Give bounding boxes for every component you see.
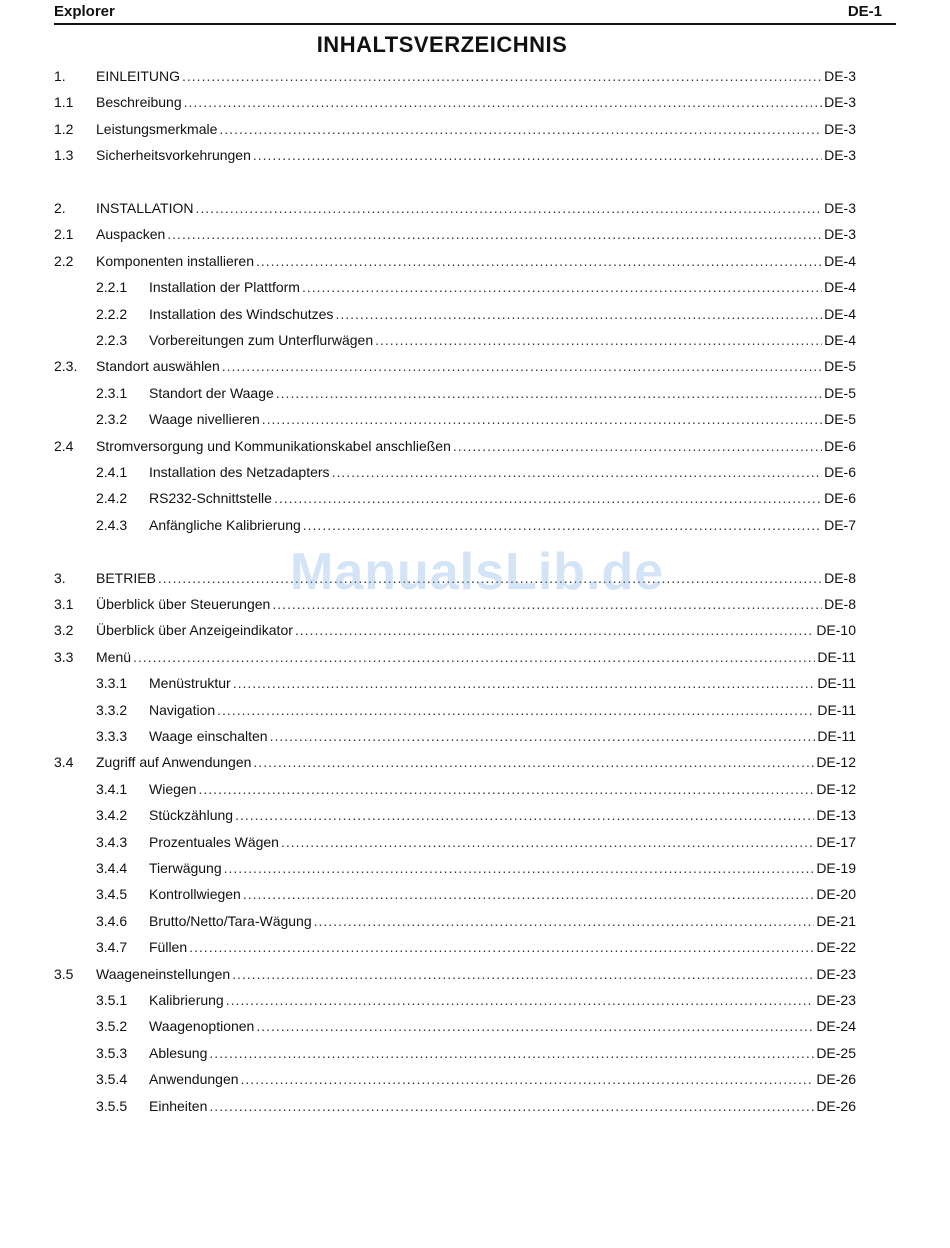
toc-entry[interactable]	[54, 675, 856, 695]
toc-leader-dots	[335, 306, 822, 322]
toc-entry[interactable]	[54, 306, 856, 326]
toc-entry-label: Sicherheitsvorkehrungen	[96, 147, 251, 163]
toc-leader-dots	[332, 464, 823, 480]
toc-entry-label: BETRIEB	[96, 570, 156, 586]
toc-entry-number: 2.1	[54, 226, 74, 242]
toc-entry[interactable]	[54, 121, 856, 141]
toc-entry-label: Wiegen	[149, 781, 197, 797]
toc-entry-page: DE-4	[824, 279, 856, 295]
toc-entry-number: 3.4.2	[96, 807, 128, 823]
toc-entry[interactable]	[54, 358, 856, 378]
toc-entry-page: DE-7	[824, 517, 856, 533]
toc-leader-dots	[233, 675, 816, 691]
toc-entry[interactable]	[54, 860, 856, 880]
toc-entry-number: 2.3.	[54, 358, 78, 374]
toc-entry[interactable]	[54, 939, 856, 959]
toc-entry-label: Installation des Netzadapters	[149, 464, 330, 480]
toc-entry-number: 3.5.1	[96, 992, 128, 1008]
toc-entry[interactable]	[54, 596, 856, 616]
toc-entry[interactable]	[54, 68, 856, 88]
toc-leader-dots	[189, 939, 814, 955]
toc-leader-dots	[219, 121, 822, 137]
toc-entry-page: DE-4	[824, 332, 856, 348]
toc-entry-number: 2.4.2	[96, 490, 128, 506]
toc-entry[interactable]	[54, 886, 856, 906]
toc-entry-number: 2.3.1	[96, 385, 128, 401]
toc-leader-dots	[272, 596, 822, 612]
toc-entry-number: 2.3.2	[96, 411, 128, 427]
toc-entry-number: 2.2.1	[96, 279, 128, 295]
toc-leader-dots	[453, 438, 822, 454]
toc-entry[interactable]	[54, 385, 856, 405]
toc-entry-label: Installation des Windschutzes	[149, 306, 334, 322]
toc-entry-number: 3.5.2	[96, 1018, 128, 1034]
toc-entry-page: DE-26	[816, 1098, 856, 1114]
toc-leader-dots	[232, 966, 814, 982]
toc-entry[interactable]	[54, 1071, 856, 1091]
toc-entry-page: DE-12	[816, 754, 856, 770]
toc-leader-dots	[222, 358, 822, 374]
toc-entry-label: EINLEITUNG	[96, 68, 181, 84]
toc-entry-page: DE-23	[816, 992, 856, 1008]
toc-entry-page: DE-12	[816, 781, 856, 797]
toc-entry[interactable]	[54, 702, 856, 722]
toc-leader-dots	[224, 860, 815, 876]
toc-entry[interactable]	[54, 253, 856, 273]
toc-entry-label: Anwendungen	[149, 1071, 239, 1087]
toc-leader-dots	[274, 490, 822, 506]
toc-leader-dots	[167, 226, 822, 242]
toc-entry-label: Kalibrierung	[149, 992, 224, 1008]
toc-entry-number: 3.4.3	[96, 834, 128, 850]
toc-leader-dots	[375, 332, 822, 348]
toc-entry-label: Brutto/Netto/Tara-Wägung	[149, 913, 312, 929]
toc-entry-page: DE-8	[824, 596, 856, 612]
toc-entry-page: DE-24	[816, 1018, 856, 1034]
toc-entry[interactable]	[54, 517, 856, 537]
toc-entry-label: Füllen	[149, 939, 188, 955]
toc-entry-number: 1.2	[54, 121, 74, 137]
toc-leader-dots	[182, 68, 822, 84]
toc-entry-label: Anfängliche Kalibrierung	[149, 517, 301, 533]
toc-leader-dots	[217, 702, 815, 718]
toc-leader-dots	[209, 1098, 814, 1114]
toc-entry-label: Überblick über Anzeigeindikator	[96, 622, 293, 638]
toc-leader-dots	[314, 913, 815, 929]
toc-entry-number: 3.3.3	[96, 728, 128, 744]
toc-leader-dots	[262, 411, 822, 427]
toc-entry-page: DE-5	[824, 385, 856, 401]
toc-entry-number: 3.4.6	[96, 913, 128, 929]
toc-leader-dots	[256, 253, 822, 269]
toc-entry-label: Tierwägung	[149, 860, 222, 876]
toc-entry-number: 3.4	[54, 754, 74, 770]
toc-entry-number: 3.5	[54, 966, 74, 982]
toc-entry-number: 1.	[54, 68, 66, 84]
watermark: ManualsLib.de	[290, 543, 665, 601]
toc-entry-page: DE-4	[824, 253, 856, 269]
toc-entry-page: DE-11	[817, 675, 856, 691]
toc-entry-label: Standort auswählen	[96, 358, 220, 374]
toc-entry-page: DE-20	[816, 886, 856, 902]
toc-leader-dots	[256, 1018, 814, 1034]
toc-leader-dots	[295, 622, 814, 638]
page-header	[54, 1, 896, 25]
toc-entry-label: Waage einschalten	[149, 728, 268, 744]
toc-entry-label: Waage nivellieren	[149, 411, 260, 427]
toc-entry-label: Komponenten installieren	[96, 253, 254, 269]
toc-entry-number: 3.5.4	[96, 1071, 128, 1087]
toc-entry-page: DE-22	[816, 939, 856, 955]
toc-entry-page: DE-13	[816, 807, 856, 823]
toc-entry[interactable]	[54, 728, 856, 748]
header-page-number: DE-1	[847, 3, 882, 20]
toc-entry[interactable]	[54, 992, 856, 1012]
toc-entry-number: 1.3	[54, 147, 74, 163]
toc-entry-number: 2.	[54, 200, 66, 216]
toc-leader-dots	[198, 781, 814, 797]
toc-entry[interactable]	[54, 411, 856, 431]
toc-entry-label: Waagenoptionen	[149, 1018, 255, 1034]
toc-entry-page: DE-11	[817, 702, 856, 718]
toc-entry-label: Auspacken	[96, 226, 166, 242]
toc-entry-page: DE-6	[824, 438, 856, 454]
toc-entry-label: Installation der Plattform	[149, 279, 300, 295]
toc-entry[interactable]	[54, 1018, 856, 1038]
toc-entry-label: Prozentuales Wägen	[149, 834, 279, 850]
toc-entry-label: Beschreibung	[96, 94, 182, 110]
toc-entry[interactable]	[54, 781, 856, 801]
toc-entry-number: 3.3	[54, 649, 74, 665]
toc-entry-label: Menü	[96, 649, 132, 665]
toc-entry[interactable]	[54, 200, 856, 220]
toc-entry[interactable]	[54, 649, 856, 669]
toc-entry-label: Vorbereitungen zum Unterflurwägen	[149, 332, 374, 348]
header-product-name: Explorer	[54, 3, 115, 20]
toc-entry-label: Menüstruktur	[149, 675, 231, 691]
toc-leader-dots	[243, 886, 814, 902]
toc-entry[interactable]	[54, 226, 856, 246]
toc-entry-page: DE-21	[816, 913, 856, 929]
toc-leader-dots	[253, 754, 814, 770]
toc-entry-page: DE-11	[817, 649, 856, 665]
toc-leader-dots	[276, 385, 822, 401]
toc-leader-dots	[158, 570, 822, 586]
toc-entry-page: DE-5	[824, 358, 856, 374]
toc-entry-number: 2.4.3	[96, 517, 128, 533]
toc-entry-number: 2.4	[54, 438, 74, 454]
toc-entry-number: 3.3.1	[96, 675, 128, 691]
toc-entry-number: 2.2.2	[96, 306, 128, 322]
toc-entry-page: DE-17	[816, 834, 856, 850]
toc-entry-number: 3.3.2	[96, 702, 128, 718]
toc-entry-page: DE-3	[824, 68, 856, 84]
toc-entry-number: 3.5.5	[96, 1098, 128, 1114]
toc-entry-page: DE-3	[824, 200, 856, 216]
toc-entry-page: DE-11	[817, 728, 856, 744]
toc-leader-dots	[196, 200, 823, 216]
toc-leader-dots	[226, 992, 815, 1008]
toc-entry[interactable]	[54, 807, 856, 827]
toc-leader-dots	[133, 649, 815, 665]
toc-entry-page: DE-8	[824, 570, 856, 586]
toc-entry-number: 2.4.1	[96, 464, 128, 480]
toc-entry[interactable]	[54, 570, 856, 590]
toc-leader-dots	[302, 279, 822, 295]
toc-entry-label: Stromversorgung und Kommunikationskabel anschließen	[96, 438, 451, 454]
toc-entry[interactable]	[54, 834, 856, 854]
toc-leader-dots	[253, 147, 822, 163]
toc-leader-dots	[209, 1045, 814, 1061]
toc-leader-dots	[270, 728, 816, 744]
toc-leader-dots	[241, 1071, 815, 1087]
toc-entry-number: 3.	[54, 570, 66, 586]
toc-entry-label: INSTALLATION	[96, 200, 194, 216]
toc-entry-label: Navigation	[149, 702, 216, 718]
toc-leader-dots	[281, 834, 814, 850]
toc-entry-label: Standort der Waage	[149, 385, 274, 401]
toc-entry-label: Leistungsmerkmale	[96, 121, 218, 137]
toc-entry-label: Waageneinstellungen	[96, 966, 231, 982]
toc-entry[interactable]	[54, 1098, 856, 1118]
toc-entry-number: 1.1	[54, 94, 74, 110]
toc-entry-page: DE-6	[824, 490, 856, 506]
toc-entry[interactable]	[54, 438, 856, 458]
toc-entry-page: DE-10	[816, 622, 856, 638]
toc-entry[interactable]	[54, 332, 856, 352]
toc-entry-number: 3.4.5	[96, 886, 128, 902]
toc-entry-number: 3.4.4	[96, 860, 128, 876]
toc-leader-dots	[184, 94, 822, 110]
toc-entry[interactable]	[54, 913, 856, 933]
toc-entry-page: DE-26	[816, 1071, 856, 1087]
toc-entry-page: DE-4	[824, 306, 856, 322]
toc-entry-label: Stückzählung	[149, 807, 234, 823]
toc-entry[interactable]	[54, 147, 856, 167]
toc-entry-number: 2.2.3	[96, 332, 128, 348]
toc-entry-number: 3.5.3	[96, 1045, 128, 1061]
page-title: INHALTSVERZEICHNIS	[316, 32, 568, 57]
toc-entry-number: 3.4.7	[96, 939, 128, 955]
toc-entry-label: RS232-Schnittstelle	[149, 490, 272, 506]
toc-leader-dots	[235, 807, 814, 823]
toc-entry-page: DE-23	[816, 966, 856, 982]
toc-leader-dots	[303, 517, 822, 533]
toc-entry-page: DE-3	[824, 226, 856, 242]
toc-entry[interactable]	[54, 279, 856, 299]
toc-entry-label: Ablesung	[149, 1045, 208, 1061]
toc-entry-label: Einheiten	[149, 1098, 208, 1114]
toc-entry-page: DE-25	[816, 1045, 856, 1061]
toc-entry-label: Überblick über Steuerungen	[96, 596, 271, 612]
toc-entry-page: DE-6	[824, 464, 856, 480]
toc-entry-page: DE-19	[816, 860, 856, 876]
toc-entry-number: 3.1	[54, 596, 74, 612]
toc-entry-label: Zugriff auf Anwendungen	[96, 754, 252, 770]
toc-entry[interactable]	[54, 94, 856, 114]
toc-entry[interactable]	[54, 622, 856, 642]
toc-entry-label: Kontrollwiegen	[149, 886, 241, 902]
toc-entry-page: DE-3	[824, 147, 856, 163]
toc-entry-number: 2.2	[54, 253, 74, 269]
toc-entry[interactable]	[54, 1045, 856, 1065]
toc-entry[interactable]	[54, 490, 856, 510]
toc-entry-page: DE-3	[824, 121, 856, 137]
toc-entry-page: DE-5	[824, 411, 856, 427]
toc-entry-number: 3.2	[54, 622, 74, 638]
toc-entry-page: DE-3	[824, 94, 856, 110]
toc-entry[interactable]	[54, 464, 856, 484]
toc-entry-number: 3.4.1	[96, 781, 128, 797]
toc-entry[interactable]	[54, 966, 856, 986]
toc-entry[interactable]	[54, 754, 856, 774]
